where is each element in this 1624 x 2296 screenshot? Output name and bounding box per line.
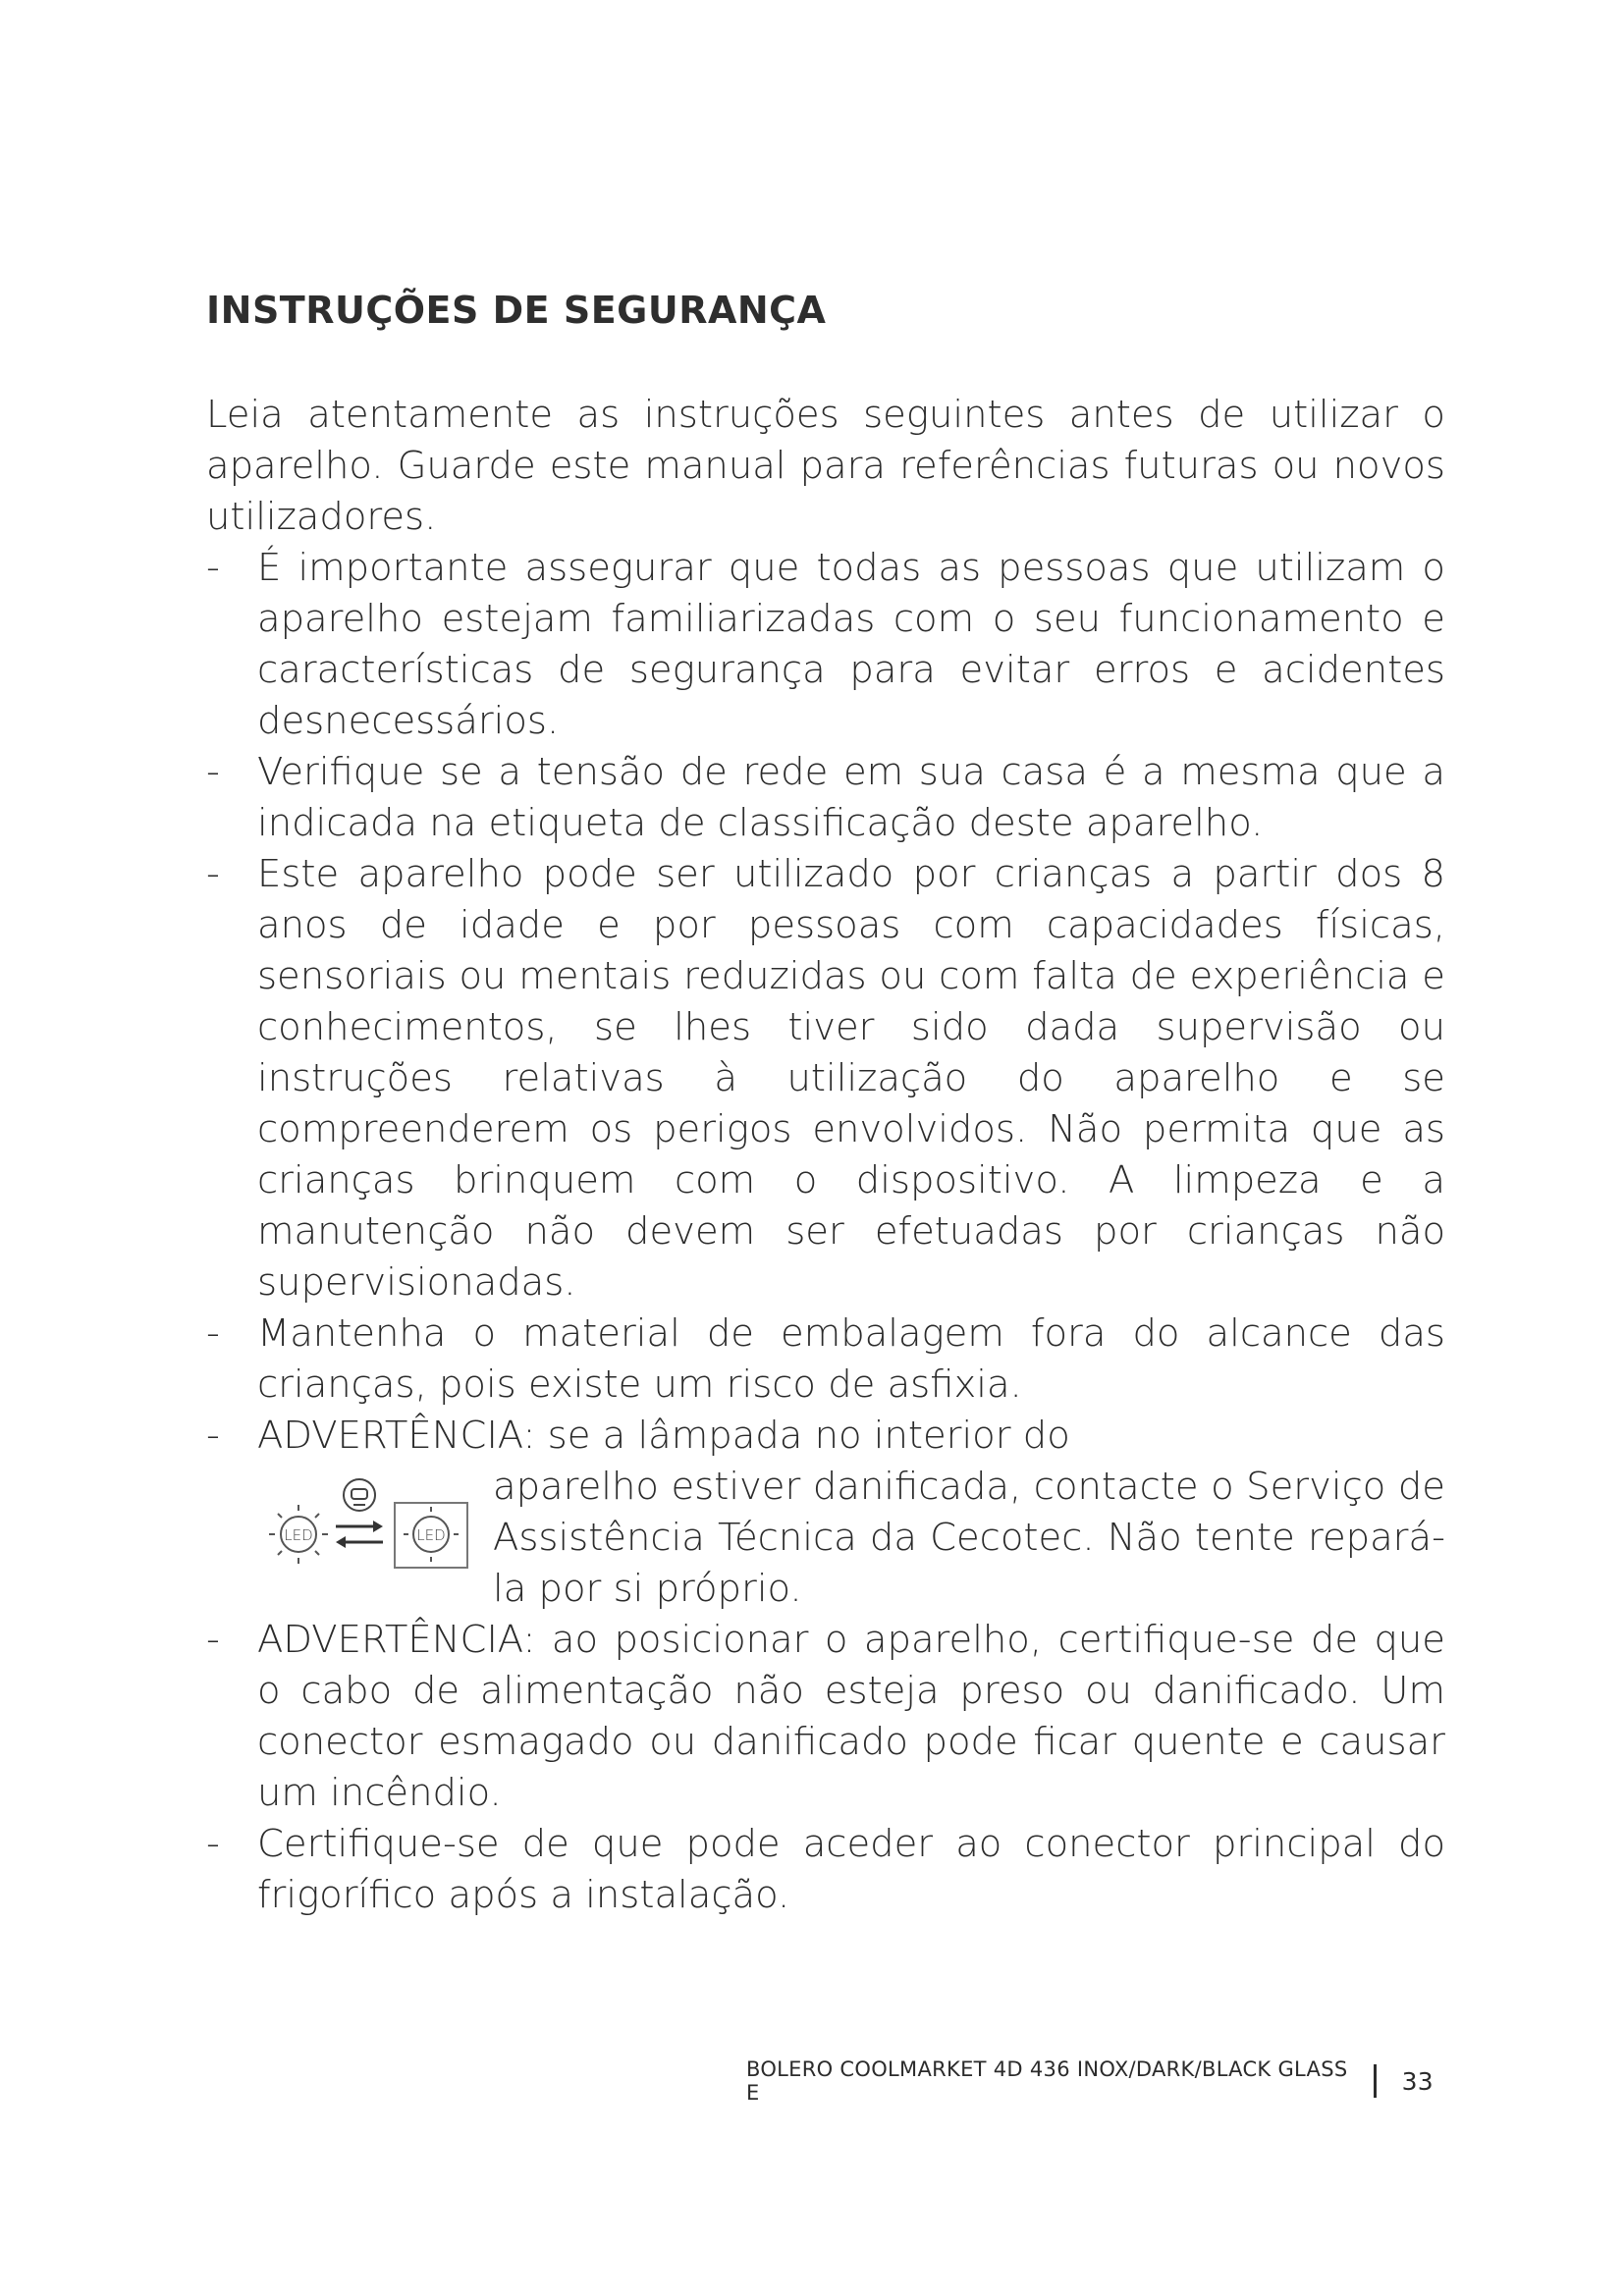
led-replacement-icon bbox=[257, 1466, 475, 1574]
list-dash: - bbox=[206, 1311, 220, 1356]
footer-divider bbox=[1374, 2064, 1377, 2098]
list-dash: - bbox=[206, 750, 220, 794]
page-footer bbox=[746, 2057, 1434, 2105]
list-dash: - bbox=[206, 1618, 220, 1662]
list-item-text: Verifique se a tensão de rede em sua casa é a mesma que a indicada na etiqueta de classificação deste aparelho. bbox=[257, 750, 1445, 845]
intro-paragraph: Leia atentamente as instruções seguintes antes de utilizar o aparelho. Guarde este manual para referências futuras ou novos utilizadores. bbox=[206, 393, 1445, 539]
technician-icon bbox=[344, 1479, 375, 1511]
lamp-warning-lead: ADVERTÊNCIA: se a lâmpada no interior do bbox=[257, 1414, 1070, 1458]
lamp-warning-text: aparelho estiver danificada, contacte o Serviço de Assistência Técnica da Cecotec. Não tente repará-la por si próprio. bbox=[493, 1465, 1445, 1611]
list-dash: - bbox=[206, 852, 220, 896]
list-item-text: ADVERTÊNCIA: ao posicionar o aparelho, certifique-se de que o cabo de alimentação não esteja preso ou danificado. Um conector esmagado ou danificado pode ficar quente e causar um incêndio. bbox=[257, 1618, 1445, 1815]
list-item-text: Este aparelho pode ser utilizado por crianças a partir dos 8 anos de idade e por pessoas com capacidades físicas, sensoriais ou mentais reduzidas ou com falta de experiência e conhecimentos, se lhes tiver sido dada supervisão ou instruções relativas à utilização do aparelho e se compreenderem os perigos envolvidos. Não permita que as crianças brinquem com o dispositivo. A limpeza e a manutenção não devem ser efetuadas por crianças não supervisionadas. bbox=[257, 852, 1445, 1305]
swap-arrows-icon bbox=[336, 1521, 383, 1548]
list-dash: - bbox=[206, 1822, 220, 1866]
list-item-lamp-warning bbox=[206, 1411, 1445, 1615]
list-item bbox=[206, 1615, 1445, 1819]
list-item bbox=[206, 543, 1445, 747]
list-item-text: Certifique-se de que pode aceder ao conector principal do frigorífico após a instalação. bbox=[257, 1822, 1445, 1917]
list-item bbox=[206, 747, 1445, 849]
list-item-text: É importante assegurar que todas as pessoas que utilizam o aparelho estejam familiarizadas com o seu funcionamento e características de segurança para evitar erros e acidentes desnecessários. bbox=[257, 546, 1445, 743]
list-item bbox=[206, 849, 1445, 1308]
list-item bbox=[206, 1308, 1445, 1411]
product-name: BOLERO COOLMARKET 4D 436 INOX/DARK/BLACK GLASS E bbox=[746, 2057, 1348, 2105]
led-label-left: LED bbox=[284, 1526, 313, 1544]
list-item-text: Mantenha o material de embalagem fora do alcance das crianças, pois existe um risco de asfixia. bbox=[257, 1311, 1445, 1407]
list-dash: - bbox=[206, 546, 220, 590]
section-title: INSTRUÇÕES DE SEGURANÇA bbox=[206, 289, 827, 332]
led-label-right: LED bbox=[416, 1526, 446, 1544]
safety-list bbox=[206, 543, 1445, 1921]
safety-instructions bbox=[206, 390, 1445, 1921]
page-number: 33 bbox=[1401, 2066, 1434, 2096]
list-item bbox=[206, 1819, 1445, 1921]
list-dash: - bbox=[206, 1414, 220, 1458]
